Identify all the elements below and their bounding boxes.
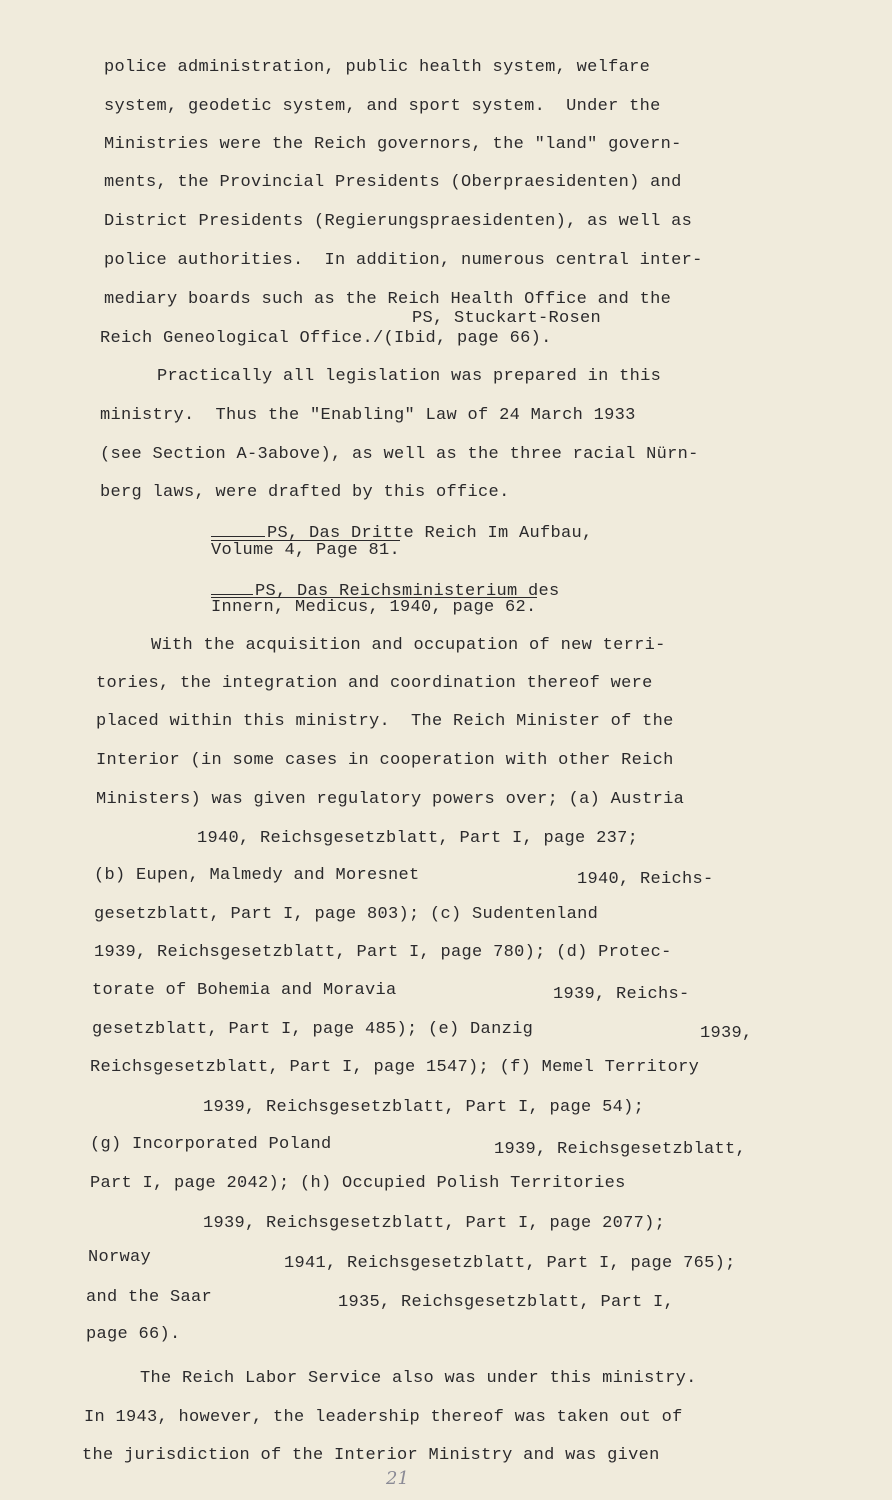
text-line: (b) Eupen, Malmedy and Moresnet — [94, 866, 420, 885]
text-line: 1941, Reichsgesetzblatt, Part I, page 765); — [284, 1254, 736, 1273]
text-line: berg laws, were drafted by this office. — [100, 483, 510, 502]
text-line: and the Saar — [86, 1288, 213, 1307]
text-line: gesetzblatt, Part I, page 803); (c) Sudentenland — [94, 905, 599, 924]
text-line: District Presidents (Regierungspraesidenten), as well as — [104, 212, 693, 231]
text-line: gesetzblatt, Part I, page 485); (e) Danzig — [92, 1020, 534, 1039]
text-line: system, geodetic system, and sport system. Under the — [104, 97, 661, 116]
text-line: torate of Bohemia and Moravia — [92, 981, 397, 1000]
text-line: 1935, Reichsgesetzblatt, Part I, — [338, 1293, 675, 1312]
text-line: 1940, Reichs- — [577, 870, 714, 889]
text-line: 1939, Reichsgesetzblatt, Part I, page 780); (d) Protec- — [94, 943, 672, 962]
text-line: mediary boards such as the Reich Health Office and the — [104, 290, 672, 309]
text-line: Practically all legislation was prepared in this — [157, 367, 662, 386]
citation-line: Volume 4, Page 81. — [211, 541, 401, 560]
text-line: tories, the integration and coordination thereof were — [96, 674, 653, 693]
text-line: With the acquisition and occupation of new terri- — [151, 636, 666, 655]
text-line: ments, the Provincial Presidents (Oberpraesidenten) and — [104, 173, 682, 192]
text-line: The Reich Labor Service also was under this ministry. — [140, 1369, 697, 1388]
text-line: (see Section A-3above), as well as the three racial Nürn- — [100, 445, 699, 464]
text-line: Ministries were the Reich governors, the "land" govern- — [104, 135, 682, 154]
text-line: placed within this ministry. The Reich Minister of the — [96, 712, 674, 731]
page-number: 21 — [386, 1468, 409, 1489]
text-line: 1939, Reichs- — [553, 985, 690, 1004]
text-line: 1939, Reichsgesetzblatt, — [494, 1140, 747, 1159]
citation-text: PS, Das Dritte Reich Im Aufbau, — [267, 524, 593, 543]
text-line: Ministers) was given regulatory powers over; (a) Austria — [96, 790, 685, 809]
text-line: Reichsgesetzblatt, Part I, page 1547); (f) Memel Territory — [90, 1058, 700, 1077]
citation-line: PS, Stuckart-Rosen — [412, 309, 602, 328]
text-line: Part I, page 2042); (h) Occupied Polish Territories — [90, 1174, 626, 1193]
text-line: police authorities. In addition, numerous central inter- — [104, 251, 703, 270]
text-line: Interior (in some cases in cooperation with other Reich — [96, 751, 674, 770]
text-line: police administration, public health system, welfare — [104, 58, 651, 77]
text-line: (g) Incorporated Poland — [90, 1135, 332, 1154]
text-line: In 1943, however, the leadership thereof was taken out of — [84, 1408, 683, 1427]
text-line: ministry. Thus the "Enabling" Law of 24 March 1933 — [100, 406, 636, 425]
citation-text: PS, Das Reichsministerium des — [255, 582, 560, 601]
text-line: Reich Geneological Office./(Ibid, page 66). — [100, 329, 552, 348]
text-line: page 66). — [86, 1325, 181, 1344]
text-line: 1939, Reichsgesetzblatt, Part I, page 54); — [203, 1098, 645, 1117]
text-line: Norway — [88, 1248, 152, 1267]
text-line: the jurisdiction of the Interior Ministry and was given — [82, 1446, 660, 1465]
text-line: 1940, Reichsgesetzblatt, Part I, page 237; — [197, 829, 639, 848]
citation-line: Innern, Medicus, 1940, page 62. — [211, 598, 537, 617]
text-line: 1939, — [700, 1024, 753, 1043]
text-line: 1939, Reichsgesetzblatt, Part I, page 2077); — [203, 1214, 666, 1233]
